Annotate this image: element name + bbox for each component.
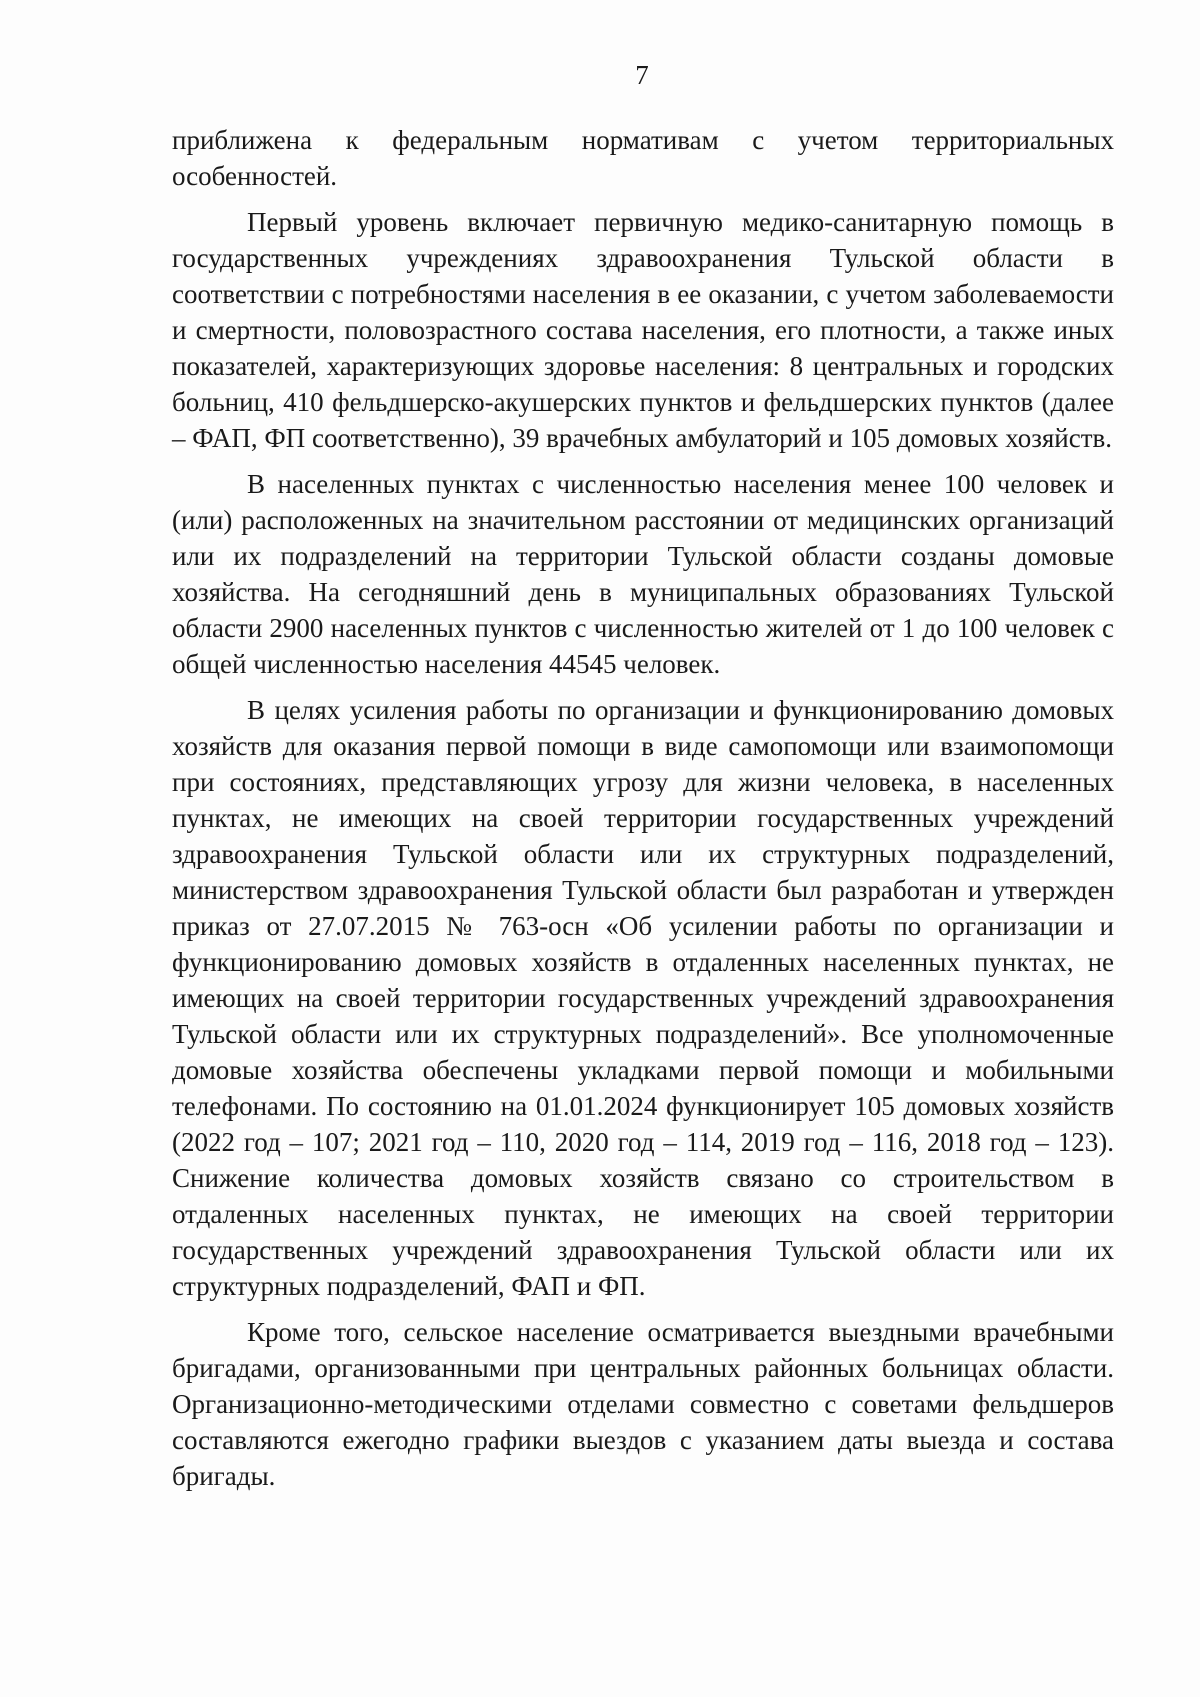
document-body bbox=[172, 122, 1114, 1504]
paragraph-continuation: приближена к федеральным нормативам с учетом территориальных особенностей. bbox=[172, 125, 1114, 191]
paragraph-first-level: Первый уровень включает первичную медико-санитарную помощь в государственных учреждениях здравоохранения Тульской области в соответствии с потребностями населения в ее оказании, с учетом заболеваемости и смертности, половозрастного состава населения, его плотности, а также иных показателей, характеризующих здоровье населения: 8 центральных и городских больниц, 410 фельдшерско-акушерских пунктов и фельдшерских пунктов (далее – ФАП, ФП соответственно), 39 врачебных амбулаторий и 105 домовых хозяйств. bbox=[172, 207, 1114, 453]
page-number: 7 bbox=[635, 60, 649, 90]
paragraph-order-households: В целях усиления работы по организации и функционированию домовых хозяйств для оказания первой помощи в виде самопомощи или взаимопомощи при состояниях, представляющих угрозу для жизни человека, в населенных пунктах, не имеющих на своей территории государственных учреждений здравоохранения Тульской области или их структурных подразделений, министерством здравоохранения Тульской области был разработан и утвержден приказ от 27.07.2015 № 763-осн «Об усилении работы по организации и функционированию домовых хозяйств в отдаленных населенных пунктах, не имеющих на своей территории государственных учреждений здравоохранения Тульской области или их структурных подразделений». Все уполномоченные домовые хозяйства обеспечены укладками первой помощи и мобильными телефонами. По состоянию на 01.01.2024 функционирует 105 домовых хозяйств (2022 год – 107; 2021 год – 110, 2020 год – 114, 2019 год – 116, 2018 год – 123). Снижение количества домовых хозяйств связано со строительством в отдаленных населенных пунктах, не имеющих на своей территории государственных учреждений здравоохранения Тульской области или их структурных подразделений, ФАП и ФП. bbox=[172, 695, 1114, 1301]
paragraph-mobile-brigades: Кроме того, сельское население осматривается выездными врачебными бригадами, организованными при центральных районных больницах области. Организационно-методическими отделами совместно с советами фельдшеров составляются ежегодно графики выездов с указанием даты выезда и состава бригады. bbox=[172, 1317, 1114, 1491]
paragraph-household-settlements: В населенных пунктах с численностью населения менее 100 человек и (или) расположенных на значительном расстоянии от медицинских организаций или их подразделений на территории Тульской области созданы домовые хозяйства. На сегодняшний день в муниципальных образованиях Тульской области 2900 населенных пунктов с численностью жителей от 1 до 100 человек с общей численностью населения 44545 человек. bbox=[172, 469, 1114, 679]
